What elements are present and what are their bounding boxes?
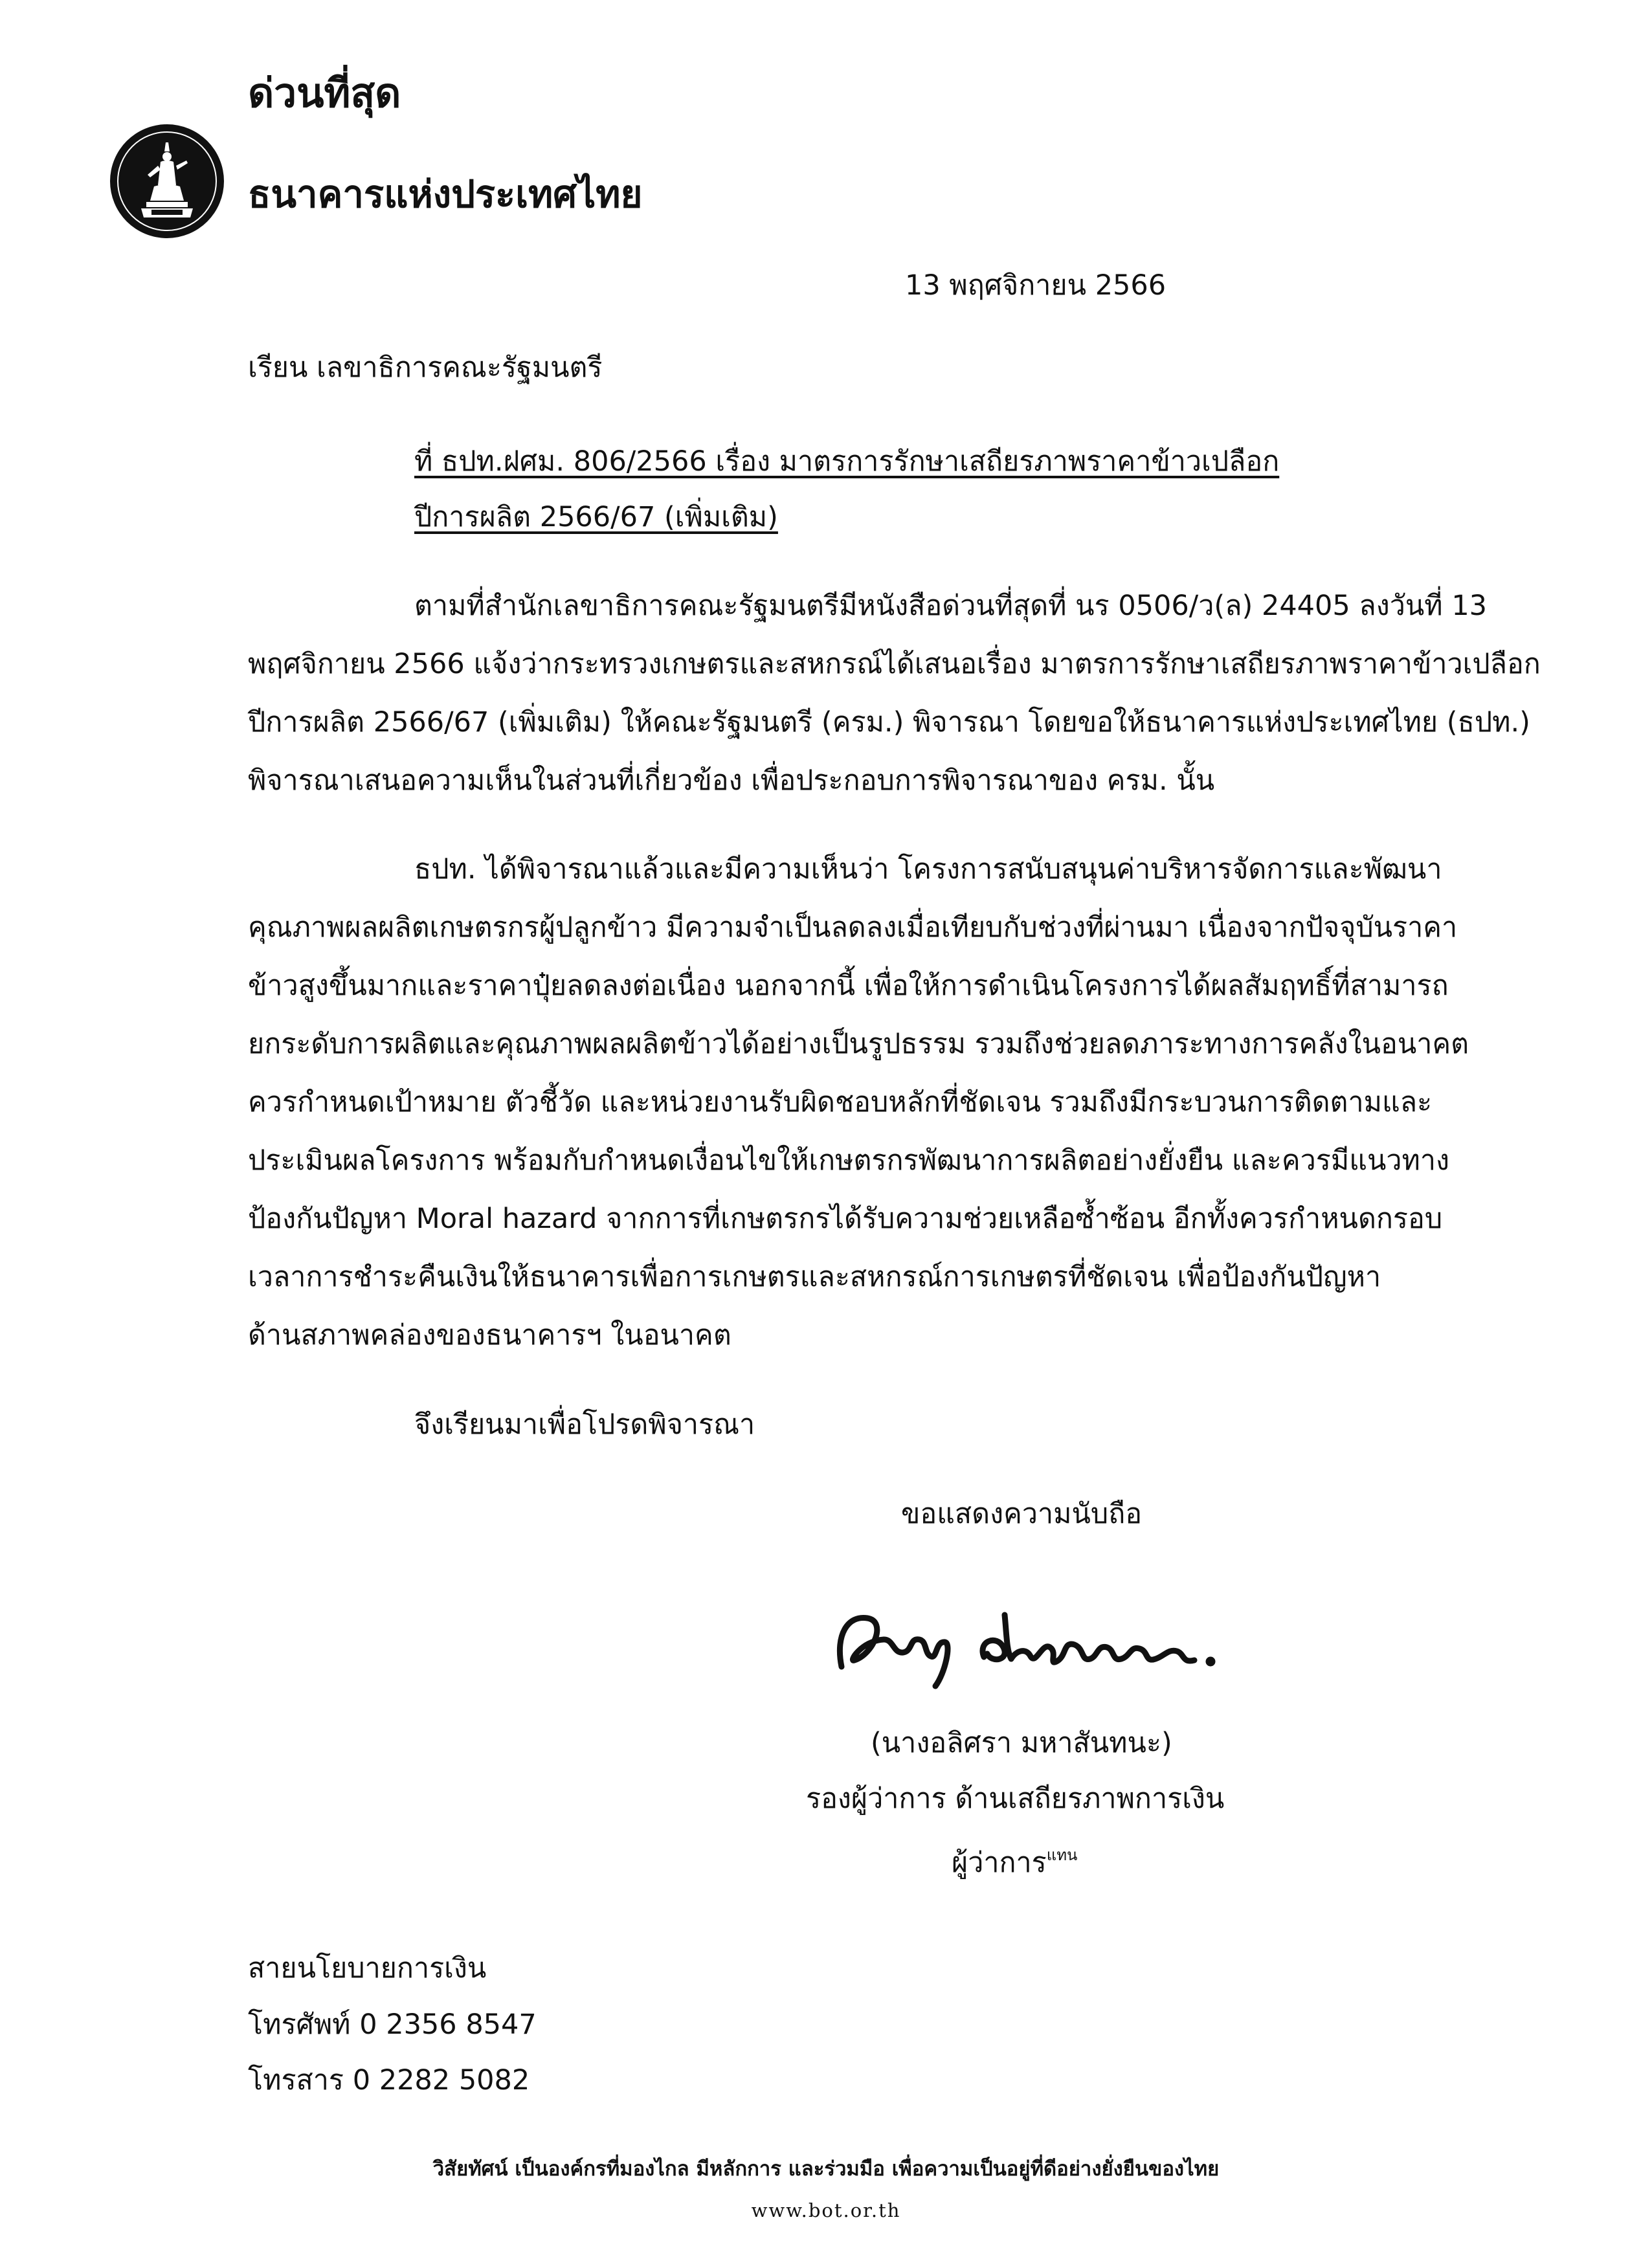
paragraph-2-line: ยกระดับการผลิตและคุณภาพผลผลิตข้าวได้อย่างเป็นรูปธรรม รวมถึงช่วยลดภาระทางการคลังในอนาคต <box>248 1028 1469 1060</box>
paragraph-1-line: ตามที่สำนักเลขาธิการคณะรัฐมนตรีมีหนังสือด่วนที่สุดที่ นร 0506/ว(ล) 24405 ลงวันที่ 13 <box>414 590 1488 622</box>
footer-website: www.bot.or.th <box>751 2199 901 2221</box>
closing-request: จึงเรียนมาเพื่อโปรดพิจารณา <box>414 1408 755 1441</box>
on-behalf-title: ผู้ว่าการ <box>952 1847 1047 1879</box>
paragraph-2-line: ธปท. ได้พิจารณาแล้วและมีความเห็นว่า โครงการสนับสนุนค่าบริหารจัดการและพัฒนา <box>414 853 1442 885</box>
paragraph-1-line: ปีการผลิต 2566/67 (เพิ่มเติม) ให้คณะรัฐมนตรี (ครม.) พิจารณา โดยขอให้ธนาคารแห่งประเทศไทย (ธปท.) <box>248 706 1530 739</box>
letter-date: 13 พฤศจิกายน 2566 <box>905 269 1166 302</box>
paragraph-1-line: พฤศจิกายน 2566 แจ้งว่ากระทรวงเกษตรและสหกรณ์ได้เสนอเรื่อง มาตรการรักษาเสถียรภาพราคาข้าวเปลือก <box>248 648 1541 680</box>
paragraph-2-line: ป้องกันปัญหา Moral hazard จากการที่เกษตรกรได้รับความช่วยเหลือซ้ำซ้อน อีกทั้งควรกำหนดกรอบ <box>248 1203 1443 1235</box>
paragraph-2-line: ควรกำหนดเป้าหมาย ตัวชี้วัด และหน่วยงานรับผิดชอบหลักที่ชัดเจน รวมถึงมีกระบวนการติดตามและ <box>248 1086 1433 1118</box>
paragraph-1-line: พิจารณาเสนอความเห็นในส่วนที่เกี่ยวข้อง เพื่อประกอบการพิจารณาของ ครม. นั้น <box>248 764 1215 797</box>
paragraph-2-line: ประเมินผลโครงการ พร้อมกับกำหนดเงื่อนไขให้เกษตรกรพัฒนาการผลิตอย่างยั่งยืน และควรมีแนวทาง <box>248 1144 1449 1177</box>
contact-phone: โทรศัพท์ 0 2356 8547 <box>248 2008 537 2041</box>
signatory-position: รองผู้ว่าการ ด้านเสถียรภาพการเงิน <box>806 1783 1225 1815</box>
signatory-name: (นางอลิศรา มหาสันทนะ) <box>871 1727 1172 1759</box>
handwritten-signature <box>822 1589 1243 1693</box>
bank-name: ธนาคารแห่งประเทศไทย <box>248 172 643 216</box>
paragraph-2-line: ด้านสภาพคล่องของธนาคารฯ ในอนาคต <box>248 1319 731 1351</box>
signatory-on-behalf <box>952 1841 1077 1877</box>
paragraph-2-line: ข้าวสูงขึ้นมากและราคาปุ๋ยลดลงต่อเนื่อง นอกจากนี้ เพื่อให้การดำเนินโครงการได้ผลสัมฤทธิ์ที่สามารถ <box>248 970 1449 1002</box>
paragraph-2-line: เวลาการชำระคืนเงินให้ธนาคารเพื่อการเกษตรและสหกรณ์การเกษตรที่ชัดเจน เพื่อป้องกันปัญหา <box>248 1261 1381 1293</box>
addressee: เรียน เลขาธิการคณะรัฐมนตรี <box>248 351 603 384</box>
contact-fax: โทรสาร 0 2282 5082 <box>248 2064 530 2096</box>
on-behalf-marker: แทน <box>1046 1846 1078 1864</box>
footer-vision: วิสัยทัศน์ เป็นองค์กรที่มองไกล มีหลักการ และร่วมมือ เพื่อความเป็นอยู่ที่ดีอย่างยั่งยืนของไทย <box>432 2157 1220 2181</box>
urgency-label: ด่วนที่สุด <box>248 69 401 117</box>
complimentary-close: ขอแสดงความนับถือ <box>901 1498 1143 1530</box>
contact-department: สายนโยบายการเงิน <box>248 1952 487 1984</box>
subject-line-1: ที่ ธปท.ฝศม. 806/2566 เรื่อง มาตรการรักษาเสถียรภาพราคาข้าวเปลือก <box>414 445 1280 478</box>
subject-line-2: ปีการผลิต 2566/67 (เพิ่มเติม) <box>414 501 778 533</box>
bank-of-thailand-seal-icon <box>109 123 225 239</box>
paragraph-2-line: คุณภาพผลผลิตเกษตรกรผู้ปลูกข้าว มีความจำเป็นลดลงเมื่อเทียบกับช่วงที่ผ่านมา เนื่องจากปัจจุบันราคา <box>248 911 1458 944</box>
